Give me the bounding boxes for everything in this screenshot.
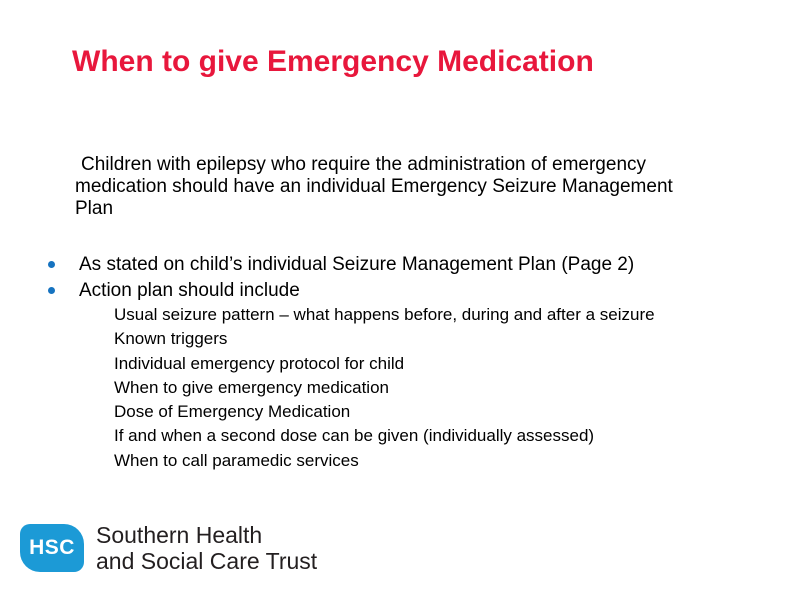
bullet-text: Action plan should include: [79, 280, 300, 301]
bullet-dot-icon: [48, 261, 55, 268]
hsc-logo: [20, 522, 317, 574]
intro-line-3: Plan: [75, 198, 114, 219]
intro-line-2: medication should have an individual Emergency Seizure Management: [75, 176, 673, 197]
bullet-item: [0, 252, 800, 278]
bullet-dot-icon: [48, 287, 55, 294]
action-plan-item: When to give emergency medication: [114, 377, 389, 397]
action-plan-item: When to call paramedic services: [114, 450, 359, 470]
bullet-item: [0, 278, 800, 304]
action-plan-item: If and when a second dose can be given (individually assessed): [114, 426, 595, 446]
logo-text: [96, 522, 317, 574]
bullet-text: As stated on child’s individual Seizure Management Plan (Page 2): [79, 254, 635, 275]
hsc-logo-icon: HSC: [20, 524, 84, 572]
intro-line-1: Children with epilepsy who require the administration of emergency: [81, 154, 647, 175]
action-plan-item: Usual seizure pattern – what happens before, during and after a seizure: [114, 305, 655, 324]
bullet-list: [0, 252, 800, 304]
action-plan-item: Individual emergency protocol for child: [114, 353, 405, 373]
intro-paragraph: [75, 154, 788, 220]
logo-line-1: Southern Health: [96, 522, 263, 548]
logo-line-2: and Social Care Trust: [96, 548, 318, 574]
slide-title: When to give Emergency Medication: [72, 45, 594, 78]
action-plan-item: Known triggers: [114, 329, 228, 349]
action-plan-list: [114, 303, 655, 473]
action-plan-item: Dose of Emergency Medication: [114, 402, 351, 422]
